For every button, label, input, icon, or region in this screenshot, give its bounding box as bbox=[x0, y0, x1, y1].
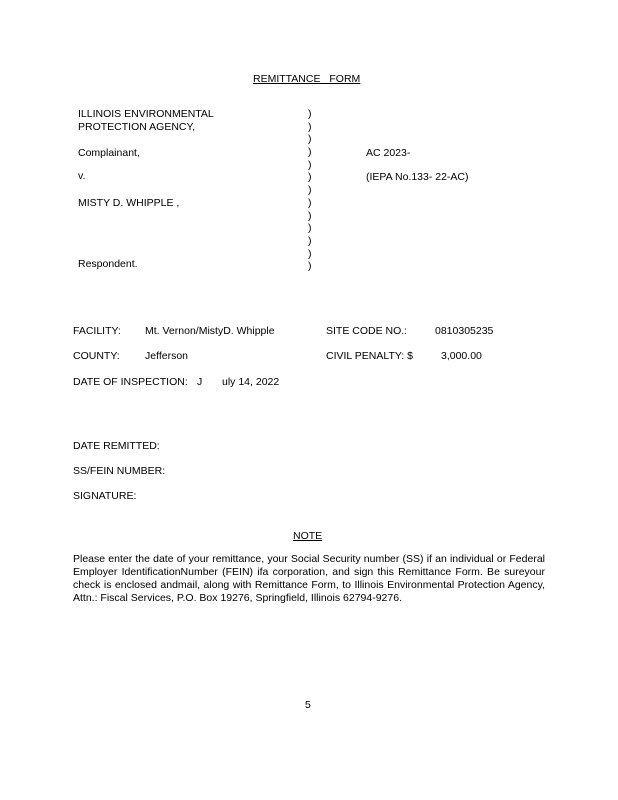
case-number: AC 2023- bbox=[366, 147, 411, 159]
county-label: COUNTY: bbox=[73, 350, 120, 362]
note-heading: NOTE bbox=[293, 530, 323, 542]
ss-fein-label: SS/FEIN NUMBER: bbox=[73, 465, 166, 477]
party-line-1: ILLINOIS ENVIRONMENTAL bbox=[78, 108, 214, 120]
versus-label: v. bbox=[78, 170, 86, 182]
page-title: REMITTANCE FORM bbox=[253, 73, 361, 85]
facility-label: FACILITY: bbox=[73, 325, 121, 337]
civil-penalty-value: 3,000.00 bbox=[441, 350, 482, 362]
caption-paren-column: ) ) ) ) ) ) ) ) ) ) ) ) ) bbox=[308, 108, 312, 273]
inspection-value: uly 14, 2022 bbox=[222, 376, 280, 388]
civil-penalty-label: CIVIL PENALTY: $ bbox=[326, 350, 413, 362]
party-line-2: PROTECTION AGENCY, bbox=[78, 121, 196, 133]
page-number: 5 bbox=[305, 699, 311, 711]
signature-label: SIGNATURE: bbox=[73, 490, 137, 502]
respondent-label: Respondent. bbox=[78, 258, 138, 270]
inspection-value-initial: J bbox=[197, 376, 203, 388]
inspection-label: DATE OF INSPECTION: bbox=[73, 376, 188, 388]
date-remitted-label: DATE REMITTED: bbox=[73, 440, 160, 452]
facility-value: Mt. Vernon/MistyD. Whipple bbox=[145, 325, 275, 337]
complainant-label: Complainant, bbox=[78, 147, 140, 159]
site-code-value: 0810305235 bbox=[435, 325, 494, 337]
iepa-number: (IEPA No.133- 22-AC) bbox=[366, 171, 469, 183]
county-value: Jefferson bbox=[145, 350, 188, 362]
respondent-name: MISTY D. WHIPPLE , bbox=[78, 197, 180, 209]
site-code-label: SITE CODE NO.: bbox=[326, 325, 408, 337]
note-body: Please enter the date of your remittance, your Social Security number (SS) if an individual or Federal Employer IdentificationNumber (FEIN) ifa corporation, and sign this Remittance Form. Be sureyour check is enclosed andmail, along with Remittance Form, to Illinois Environmental Protection Agency, Attn.: Fiscal Services, P.O. Box 19276, Springfield, Illinois 62794-9276. bbox=[73, 553, 545, 604]
